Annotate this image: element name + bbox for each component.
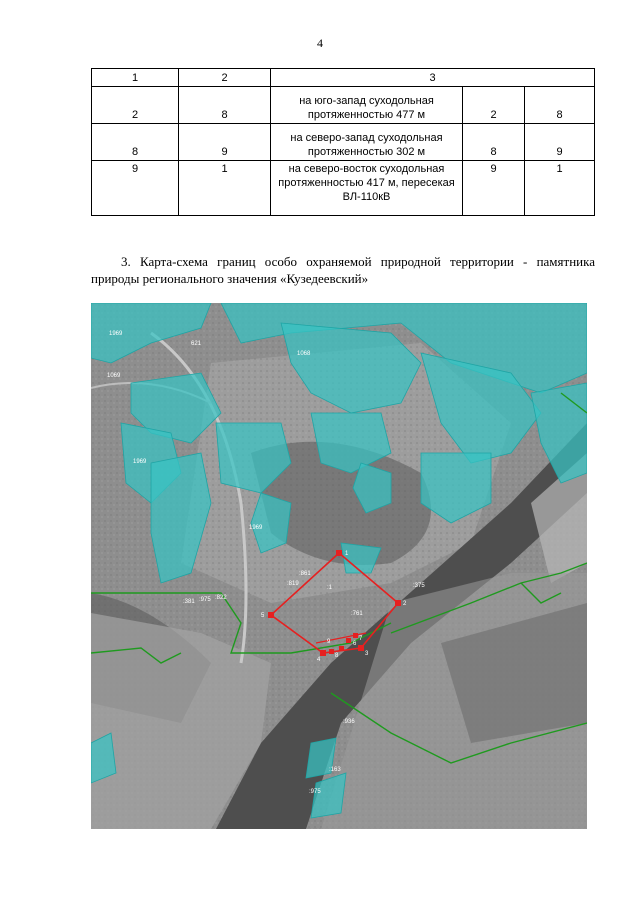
header-cell: 3 bbox=[271, 69, 595, 87]
cadastral-label: :861 bbox=[299, 571, 311, 577]
boundary-point-label: 4 bbox=[317, 657, 321, 663]
boundary-point-label: 9 bbox=[327, 639, 331, 645]
cadastral-label: :375 bbox=[413, 583, 425, 589]
table-cell: 8 bbox=[92, 124, 179, 161]
boundary-point-label: 6 bbox=[353, 641, 357, 647]
table-row bbox=[92, 161, 595, 216]
header-cell: 2 bbox=[179, 69, 271, 87]
boundary-map-scheme bbox=[91, 303, 587, 829]
boundary-point-marker bbox=[395, 600, 401, 606]
boundary-point-marker bbox=[346, 638, 351, 643]
table-cell: 8 bbox=[525, 87, 595, 124]
boundary-point-marker bbox=[329, 649, 334, 654]
cadastral-label: 1969 bbox=[249, 525, 263, 531]
table-cell: 9 bbox=[179, 124, 271, 161]
boundary-point-label: 7 bbox=[359, 636, 363, 642]
cadastral-label: :975 bbox=[199, 597, 211, 603]
table-row bbox=[92, 87, 595, 124]
header-cell: 1 bbox=[92, 69, 179, 87]
map-canvas bbox=[91, 303, 587, 829]
cadastral-label: :822 bbox=[215, 595, 227, 601]
boundary-point-label: 3 bbox=[365, 651, 369, 657]
table-cell-description: на северо-запад суходольная протяженностью 302 м bbox=[271, 124, 463, 161]
cadastral-label: 1969 bbox=[133, 459, 147, 465]
cadastral-label: :975 bbox=[309, 789, 321, 795]
boundary-point-label: 1 bbox=[345, 551, 349, 557]
cadastral-label: 621 bbox=[191, 341, 202, 347]
table-cell: 2 bbox=[92, 87, 179, 124]
cadastral-label: :819 bbox=[287, 581, 299, 587]
table-cell: 2 bbox=[463, 87, 525, 124]
table-cell-description: на юго-запад суходольная протяженностью 477 м bbox=[271, 87, 463, 124]
boundary-point-label: 8 bbox=[335, 653, 339, 659]
cadastral-label: 1068 bbox=[297, 351, 311, 357]
boundary-point-marker bbox=[339, 646, 344, 651]
cadastral-label: :936 bbox=[343, 719, 355, 725]
boundary-point-marker bbox=[268, 612, 274, 618]
boundary-point-label: 5 bbox=[261, 613, 265, 619]
table-cell-description: на северо-восток суходольная протяженностью 417 м, пересекая ВЛ-110кВ bbox=[271, 161, 463, 216]
boundary-point-marker bbox=[336, 550, 342, 556]
boundary-point-marker bbox=[320, 650, 326, 656]
table-cell: 9 bbox=[525, 124, 595, 161]
cadastral-label: :381 bbox=[183, 599, 195, 605]
table-cell: 1 bbox=[179, 161, 271, 216]
table-cell: 8 bbox=[179, 87, 271, 124]
boundary-point-marker bbox=[353, 633, 358, 638]
table-cell: 8 bbox=[463, 124, 525, 161]
cadastral-label: :163 bbox=[329, 767, 341, 773]
boundary-description-table bbox=[91, 68, 595, 216]
section-heading-paragraph: 3. Карта-схема границ особо охраняемой природной территории - памятника природы регионального значения «Кузедеевский» bbox=[91, 254, 595, 286]
table-cell: 9 bbox=[92, 161, 179, 216]
table-cell: 9 bbox=[463, 161, 525, 216]
boundary-point-marker bbox=[358, 645, 364, 651]
cadastral-label: :1 bbox=[327, 585, 333, 591]
table-row bbox=[92, 124, 595, 161]
cadastral-label: 1069 bbox=[107, 373, 121, 379]
cadastral-label: 1969 bbox=[109, 331, 123, 337]
table-header-row bbox=[92, 69, 595, 87]
page-number: 4 bbox=[317, 36, 323, 50]
table-cell: 1 bbox=[525, 161, 595, 216]
boundary-point-label: 2 bbox=[403, 601, 407, 607]
cadastral-label: :761 bbox=[351, 611, 363, 617]
